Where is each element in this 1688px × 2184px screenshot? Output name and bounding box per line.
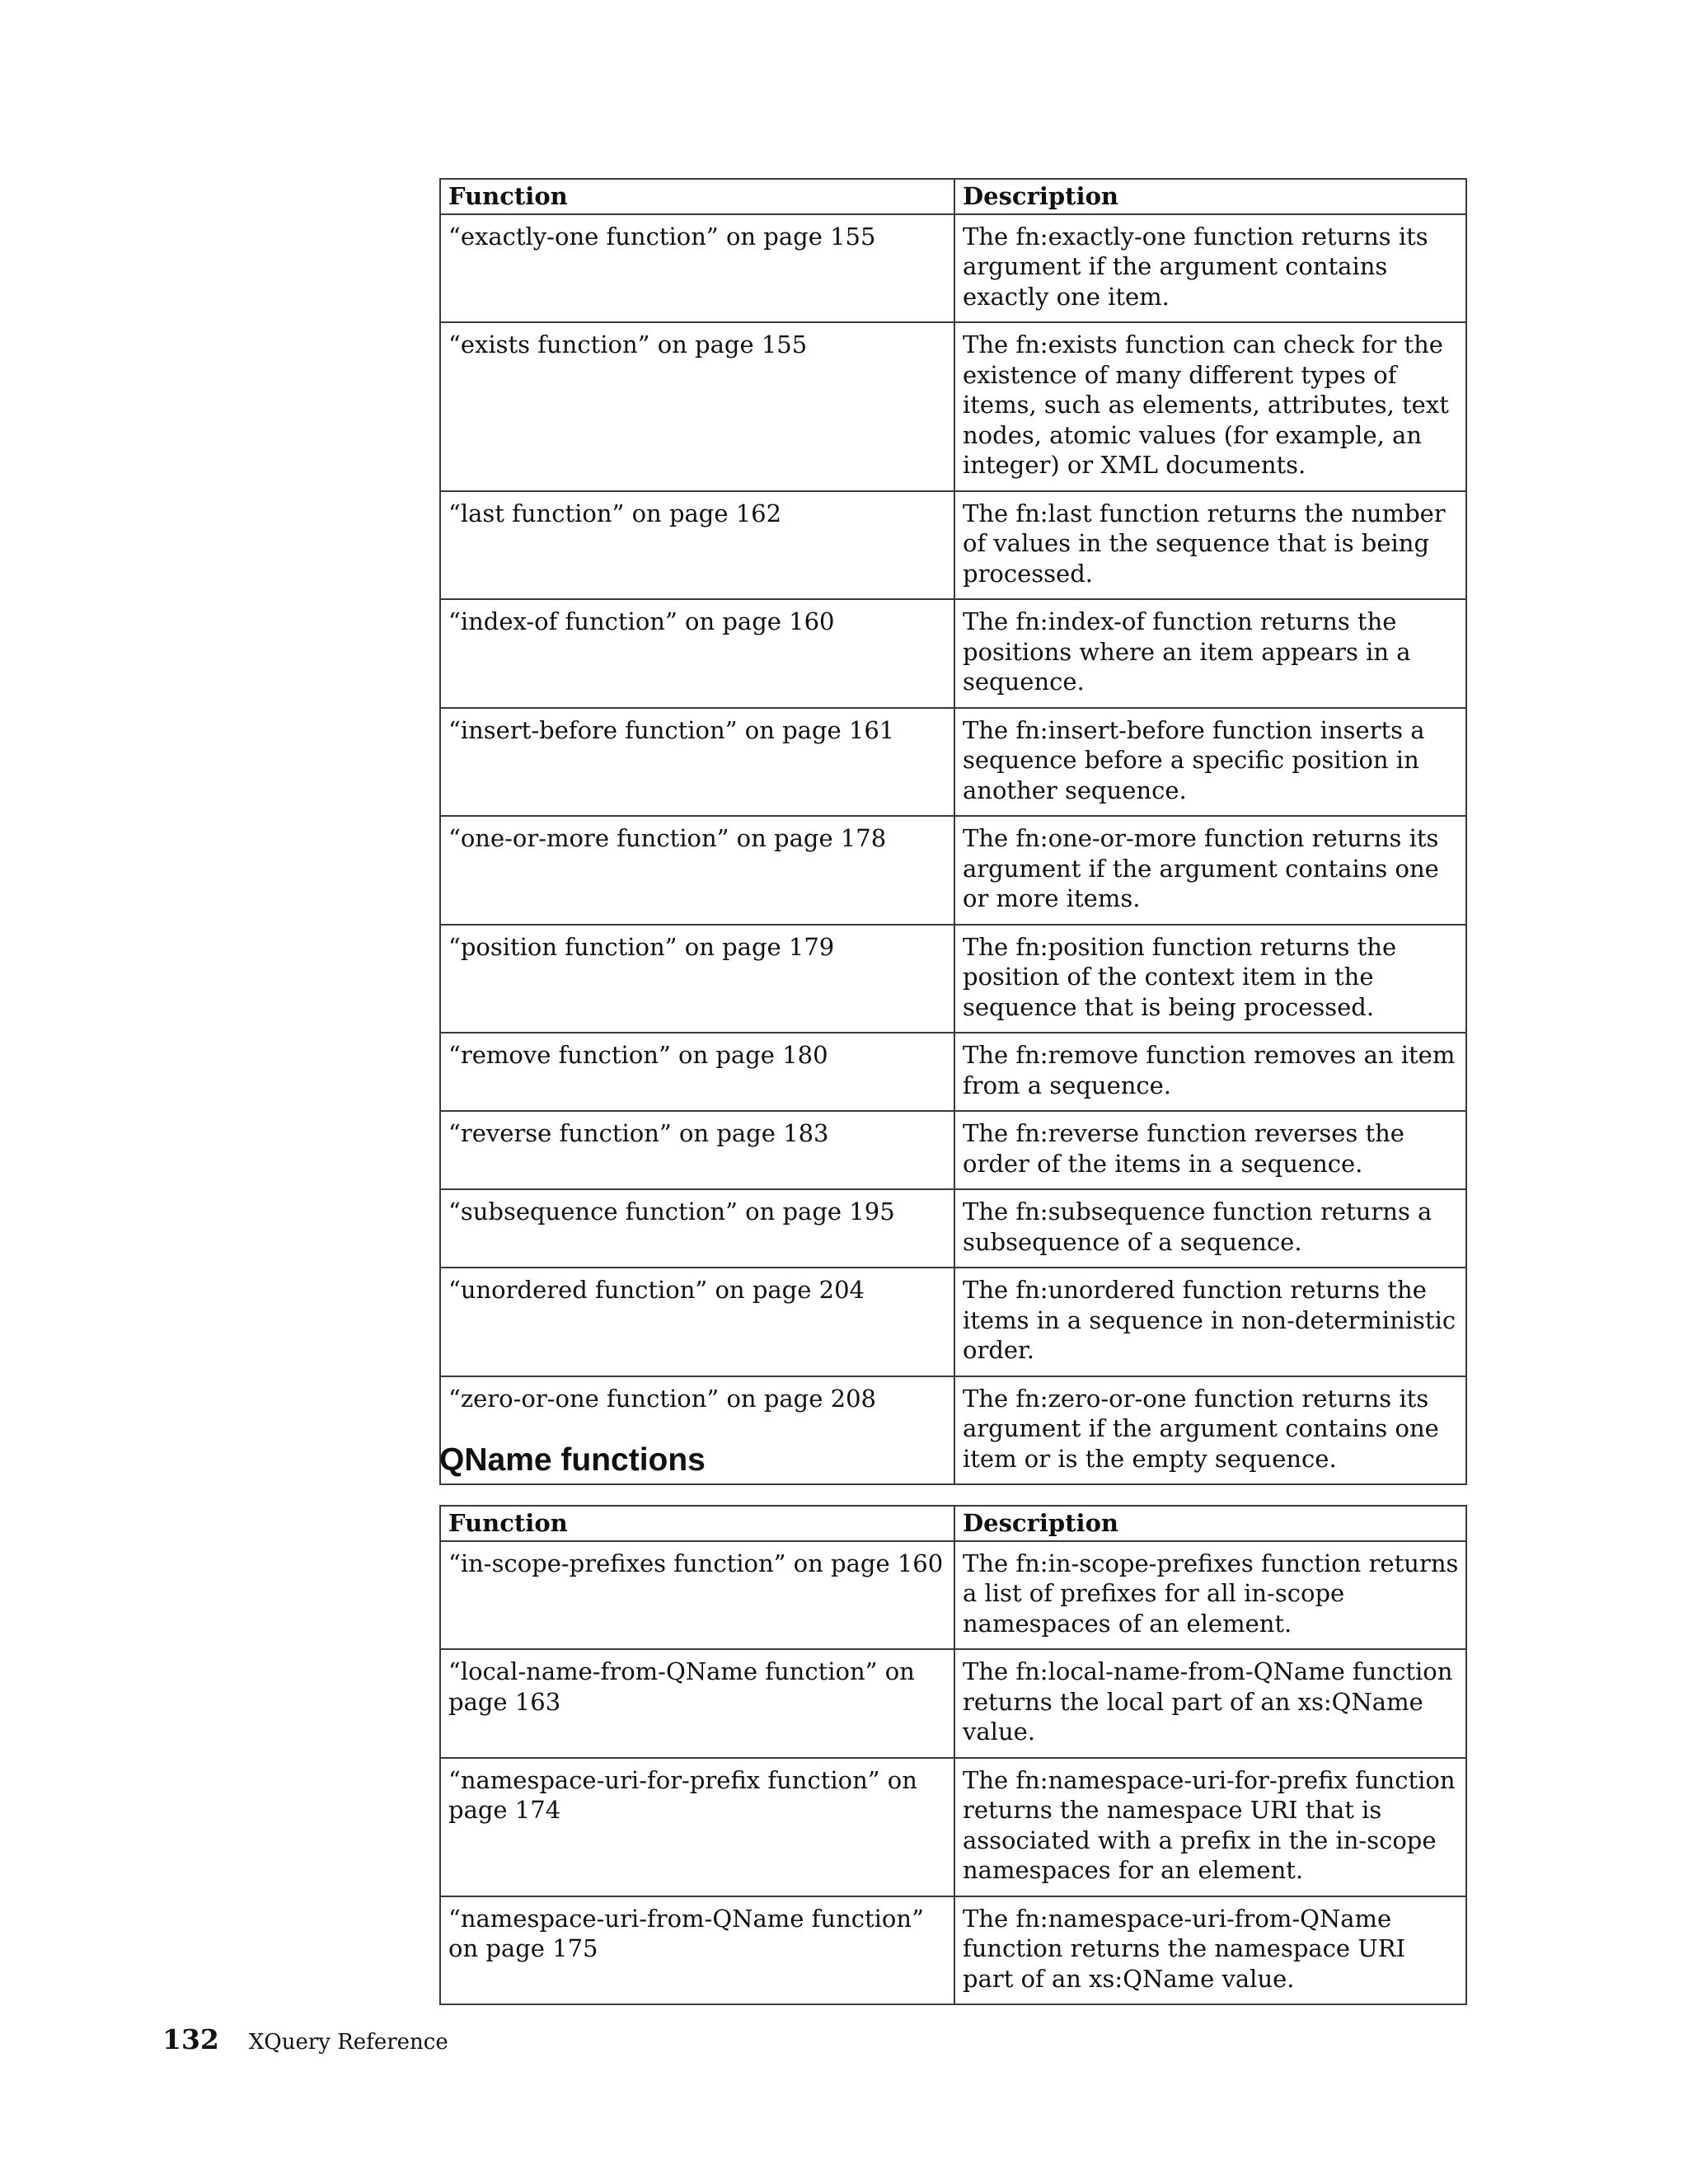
function-link[interactable]: “local-name-from-QName function” on page 163 [440, 1649, 954, 1758]
function-description: The fn:one-or-more function returns its argument if the argument contains one or more items. [954, 816, 1466, 925]
table-row [440, 925, 1466, 1033]
function-description: The fn:subsequence function returns a subsequence of a sequence. [954, 1189, 1466, 1268]
page-footer [162, 2023, 448, 2055]
function-link[interactable]: “insert-before function” on page 161 [440, 708, 954, 817]
function-link[interactable]: “exists function” on page 155 [440, 322, 954, 491]
function-link[interactable]: “unordered function” on page 204 [440, 1268, 954, 1376]
function-link[interactable]: “namespace-uri-from-QName function” on page 175 [440, 1896, 954, 2005]
table-row [440, 214, 1466, 323]
function-link[interactable]: “position function” on page 179 [440, 925, 954, 1033]
function-column-header: Function [440, 179, 954, 214]
function-description: The fn:in-scope-prefixes function returns a list of prefixes for all in-scope namespaces of an element. [954, 1541, 1466, 1650]
table-row [440, 1649, 1466, 1758]
function-link[interactable]: “last function” on page 162 [440, 491, 954, 600]
table-row [440, 1268, 1466, 1376]
page-number: 132 [162, 2023, 219, 2055]
function-description: The fn:reverse function reverses the order of the items in a sequence. [954, 1111, 1466, 1189]
function-link[interactable]: “zero-or-one function” on page 208 [440, 1376, 954, 1485]
function-column-header: Function [440, 1506, 954, 1541]
section-heading: QName functions [439, 1442, 706, 1478]
function-link[interactable]: “namespace-uri-for-prefix function” on page 174 [440, 1758, 954, 1896]
function-description: The fn:exists function can check for the existence of many different types of items, such as elements, attributes, text nodes, atomic values (for example, an integer) or XML documents. [954, 322, 1466, 491]
table-row [440, 816, 1466, 925]
function-description: The fn:index-of function returns the positions where an item appears in a sequence. [954, 599, 1466, 708]
function-description: The fn:position function returns the position of the context item in the sequence that is being processed. [954, 925, 1466, 1033]
table-row [440, 708, 1466, 817]
table-row [440, 599, 1466, 708]
function-description: The fn:namespace-uri-for-prefix function returns the namespace URI that is associated with a prefix in the in-scope namespaces for an element. [954, 1758, 1466, 1896]
table-row [440, 1189, 1466, 1268]
function-description: The fn:last function returns the number of values in the sequence that is being processed. [954, 491, 1466, 600]
description-column-header: Description [954, 179, 1466, 214]
description-column-header: Description [954, 1506, 1466, 1541]
function-link[interactable]: “subsequence function” on page 195 [440, 1189, 954, 1268]
table-row [440, 322, 1466, 491]
table-row [440, 1033, 1466, 1111]
function-link[interactable]: “in-scope-prefixes function” on page 160 [440, 1541, 954, 1650]
function-description: The fn:insert-before function inserts a sequence before a specific position in another sequence. [954, 708, 1466, 817]
function-description: The fn:namespace-uri-from-QName function returns the namespace URI part of an xs:QName value. [954, 1896, 1466, 2005]
table-row [440, 1541, 1466, 1650]
table-row [440, 1758, 1466, 1896]
sequence-functions-table [439, 178, 1467, 1485]
table-row [440, 491, 1466, 600]
document-title: XQuery Reference [248, 2030, 448, 2055]
function-link[interactable]: “reverse function” on page 183 [440, 1111, 954, 1189]
table-row [440, 1111, 1466, 1189]
function-link[interactable]: “one-or-more function” on page 178 [440, 816, 954, 925]
function-description: The fn:exactly-one function returns its argument if the argument contains exactly one item. [954, 214, 1466, 323]
table-header-row [440, 179, 1466, 214]
function-description: The fn:remove function removes an item from a sequence. [954, 1033, 1466, 1111]
qname-functions-table [439, 1505, 1467, 2005]
table-header-row [440, 1506, 1466, 1541]
function-link[interactable]: “exactly-one function” on page 155 [440, 214, 954, 323]
function-description: The fn:zero-or-one function returns its argument if the argument contains one item or is the empty sequence. [954, 1376, 1466, 1485]
function-link[interactable]: “index-of function” on page 160 [440, 599, 954, 708]
function-link[interactable]: “remove function” on page 180 [440, 1033, 954, 1111]
function-description: The fn:local-name-from-QName function returns the local part of an xs:QName value. [954, 1649, 1466, 1758]
function-description: The fn:unordered function returns the items in a sequence in non-deterministic order. [954, 1268, 1466, 1376]
table-row [440, 1896, 1466, 2005]
